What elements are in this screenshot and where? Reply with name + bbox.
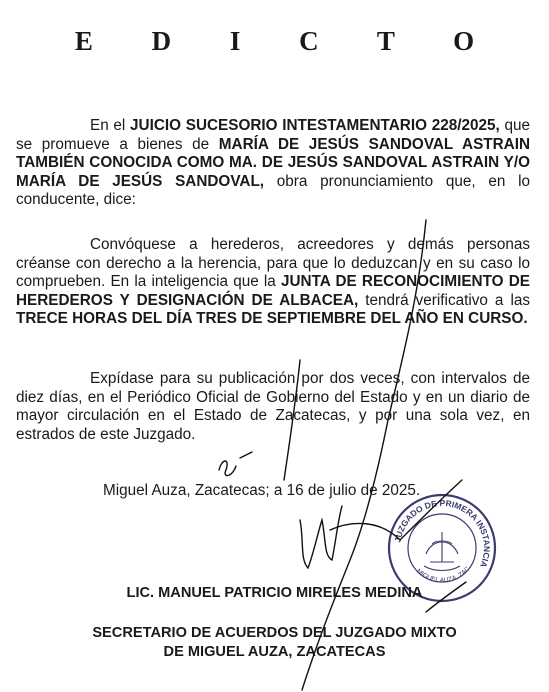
signatory-title [0, 624, 549, 662]
para2-mid: tendrá verificativo a las [365, 291, 530, 309]
para3-text: Expídase para su publicación por dos veces, con intervalos de diez días, en el Periódico Oficial de Gobierno del Estado y en un diario de mayor circulación en el Estado de Zacatecas, y por una sola vez, en estrados de este Juzgado. [16, 370, 530, 443]
meeting-title: JUNTA DE RECONOCIMIENTO DE HEREDEROS Y DESIGNACIÓN DE ALBACEA, [16, 273, 530, 309]
signatory-title-line2: DE MIGUEL AUZA, ZACATECAS [163, 644, 386, 660]
signatory-title-line1: SECRETARIO DE ACUERDOS DEL JUZGADO MIXTO [92, 625, 457, 641]
paragraph-case [16, 117, 530, 210]
place-date: Miguel Auza, Zacatecas; a 16 de julio de 2025. [103, 482, 421, 499]
seal-ring-text: JUZGADO DE PRIMERA INSTANCIA [392, 497, 493, 570]
paragraph-publication [16, 370, 530, 444]
para1-mid: que se promueve a bienes de [16, 117, 531, 153]
meeting-date: TRECE HORAS DEL DÍA TRES DE SEPTIEMBRE DEL AÑO EN CURSO. [16, 310, 528, 328]
signatory-name: LIC. MANUEL PATRICIO MIRELES MEDINA [126, 585, 423, 601]
para1-end: obra pronunciamiento que, en lo conducente, dice: [16, 172, 530, 209]
svg-text:MIGUEL AUZA, ZAC. [415, 564, 473, 584]
para1-intro: En el [90, 117, 126, 134]
seal-lower-text: MIGUEL AUZA, ZAC. [415, 564, 473, 585]
case-label: JUICIO SUCESORIO INTESTAMENTARIO 228/2025, [130, 117, 500, 134]
paragraph-convocation [16, 236, 530, 329]
deceased-names: MARÍA DE JESÚS SANDOVAL ASTRAIN TAMBIÉN CONOCIDA COMO MA. DE JESÚS SANDOVAL ASTRAIN Y/O MARÍA DE JESÚS SANDOVAL, [16, 135, 531, 190]
edict-title: E D I C T O [74, 26, 501, 56]
para2-text: Convóquese a herederos, acreedores y demás personas créanse con derecho a la herencia, para que lo deduzcan y en su caso lo comprueben. En la inteligencia que la [16, 236, 530, 291]
